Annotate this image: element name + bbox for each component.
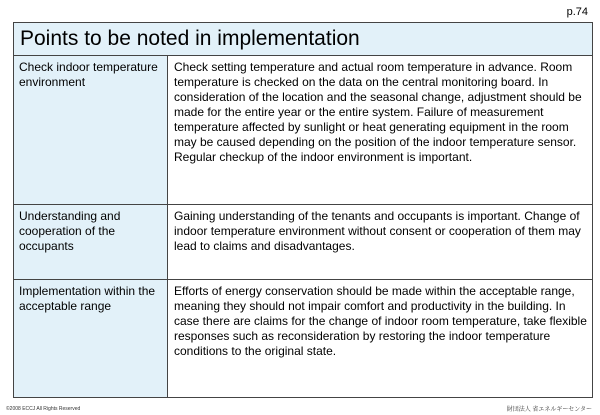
row-description: Gaining understanding of the tenants and occupants is important. Change of indoor temperature environment without consent or cooperation of them may lead to claims and disadvantages.	[168, 205, 593, 280]
title-bar	[13, 22, 593, 55]
table-row	[14, 205, 593, 280]
table-row	[14, 280, 593, 398]
row-label: Understanding and cooperation of the occupants	[14, 205, 168, 280]
slide-title: Points to be noted in implementation	[20, 27, 360, 50]
slide	[13, 22, 593, 399]
table-row	[14, 56, 593, 205]
row-description: Efforts of energy conservation should be made within the acceptable range, meaning they should not impair comfort and productivity in the building. In case there are claims for the change of indoor room temperature, take flexible responses such as reconsideration by restoring the indoor temperature conditions to the original state.	[168, 280, 593, 398]
row-description: Check setting temperature and actual room temperature in advance. Room temperature is checked on the data on the central monitoring board. In consideration of the location and the seasonal change, adjustment should be made for the entire year or the entire system. Failure of measurement temperature affected by sunlight or heat generating equipment in the room may be caused depending on the position of the indoor temperature sensor. Regular checkup of the indoor environment is important.	[168, 56, 593, 205]
row-label: Implementation within the acceptable range	[14, 280, 168, 398]
notes-table	[13, 55, 593, 398]
row-label: Check indoor temperature environment	[14, 56, 168, 205]
organization-logo-text: 財団法人 省エネルギーセンター	[506, 407, 592, 413]
copyright-text: ©2008 ECCJ All Rights Reserved	[6, 406, 81, 412]
page-number: p.74	[566, 6, 588, 18]
